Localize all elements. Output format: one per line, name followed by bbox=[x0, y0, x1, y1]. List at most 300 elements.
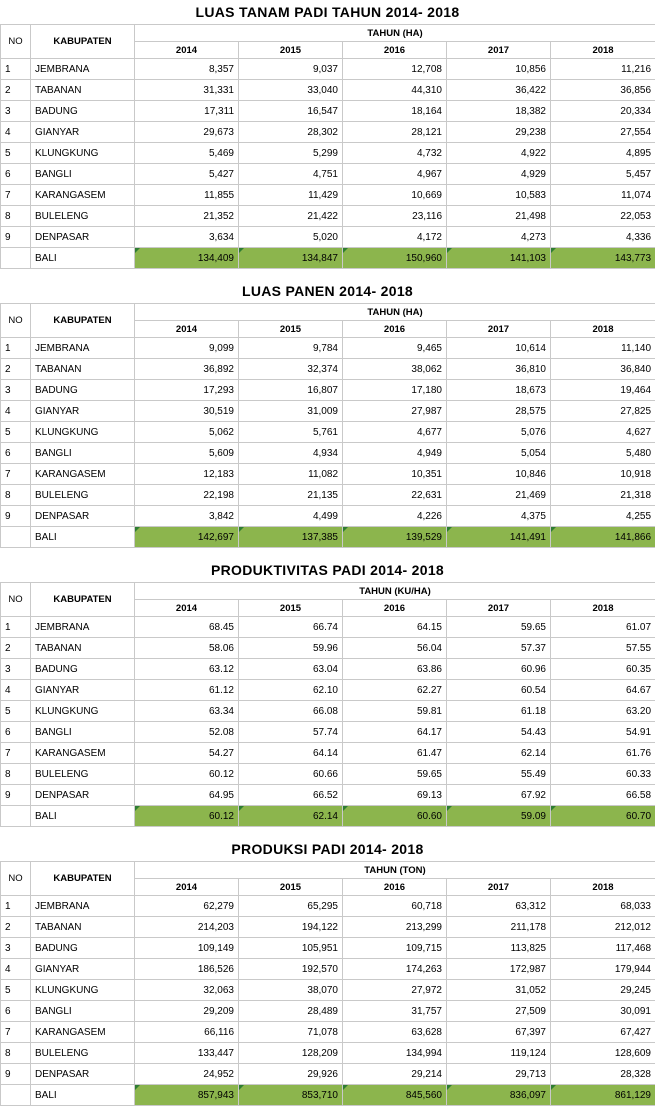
value-cell: 4,273 bbox=[447, 227, 551, 248]
value-cell: 11,216 bbox=[551, 59, 655, 80]
total-value-cell: 861,129 bbox=[551, 1085, 655, 1106]
table-row bbox=[1, 464, 655, 485]
value-cell: 36,840 bbox=[551, 359, 655, 380]
value-cell: 64.95 bbox=[135, 785, 239, 806]
table-row bbox=[1, 1064, 655, 1085]
value-cell: 38,070 bbox=[239, 980, 343, 1001]
column-header-year: 2014 bbox=[135, 321, 239, 338]
kabupaten-name: BANGLI bbox=[31, 164, 135, 185]
value-cell: 18,164 bbox=[343, 101, 447, 122]
value-cell: 38,062 bbox=[343, 359, 447, 380]
spacer-cell bbox=[1, 1106, 655, 1116]
table-row bbox=[1, 743, 655, 764]
value-cell: 64.67 bbox=[551, 680, 655, 701]
row-number: 8 bbox=[1, 485, 31, 506]
value-cell: 3,842 bbox=[135, 506, 239, 527]
value-cell: 59.81 bbox=[343, 701, 447, 722]
column-header-year: 2017 bbox=[447, 321, 551, 338]
kabupaten-name: DENPASAR bbox=[31, 1064, 135, 1085]
table-section bbox=[0, 279, 655, 558]
row-number: 9 bbox=[1, 785, 31, 806]
value-cell: 17,293 bbox=[135, 380, 239, 401]
value-cell: 60.66 bbox=[239, 764, 343, 785]
total-row bbox=[1, 1085, 655, 1106]
value-cell: 31,009 bbox=[239, 401, 343, 422]
value-cell: 128,609 bbox=[551, 1043, 655, 1064]
total-value-cell: 141,491 bbox=[447, 527, 551, 548]
value-cell: 62,279 bbox=[135, 896, 239, 917]
kabupaten-name: BULELENG bbox=[31, 1043, 135, 1064]
value-cell: 5,469 bbox=[135, 143, 239, 164]
total-value-cell: 59.09 bbox=[447, 806, 551, 827]
value-cell: 17,180 bbox=[343, 380, 447, 401]
kabupaten-name: BADUNG bbox=[31, 938, 135, 959]
value-cell: 4,499 bbox=[239, 506, 343, 527]
row-number: 3 bbox=[1, 938, 31, 959]
table-row bbox=[1, 1001, 655, 1022]
value-cell: 22,198 bbox=[135, 485, 239, 506]
value-cell: 179,944 bbox=[551, 959, 655, 980]
kabupaten-name: KLUNGKUNG bbox=[31, 422, 135, 443]
section-title: LUAS PANEN 2014- 2018 bbox=[0, 279, 655, 303]
value-cell: 62.27 bbox=[343, 680, 447, 701]
kabupaten-name: GIANYAR bbox=[31, 401, 135, 422]
value-cell: 29,673 bbox=[135, 122, 239, 143]
value-cell: 4,732 bbox=[343, 143, 447, 164]
value-cell: 60.12 bbox=[135, 764, 239, 785]
total-row bbox=[1, 248, 655, 269]
value-cell: 4,375 bbox=[447, 506, 551, 527]
value-cell: 22,053 bbox=[551, 206, 655, 227]
value-cell: 109,149 bbox=[135, 938, 239, 959]
column-header-year: 2018 bbox=[551, 879, 655, 896]
value-cell: 63,628 bbox=[343, 1022, 447, 1043]
value-cell: 12,708 bbox=[343, 59, 447, 80]
table-row bbox=[1, 59, 655, 80]
table-row bbox=[1, 638, 655, 659]
column-group-header: TAHUN (TON) bbox=[135, 862, 655, 879]
value-cell: 60.54 bbox=[447, 680, 551, 701]
row-number: 8 bbox=[1, 764, 31, 785]
column-header-year: 2015 bbox=[239, 42, 343, 59]
kabupaten-name: BULELENG bbox=[31, 485, 135, 506]
spacer-cell bbox=[1, 269, 655, 280]
column-header-year: 2014 bbox=[135, 879, 239, 896]
row-number: 7 bbox=[1, 1022, 31, 1043]
value-cell: 18,382 bbox=[447, 101, 551, 122]
value-cell: 29,245 bbox=[551, 980, 655, 1001]
value-cell: 5,062 bbox=[135, 422, 239, 443]
value-cell: 4,255 bbox=[551, 506, 655, 527]
value-cell: 67,397 bbox=[447, 1022, 551, 1043]
total-value-cell: 137,385 bbox=[239, 527, 343, 548]
kabupaten-name: BANGLI bbox=[31, 722, 135, 743]
kabupaten-name: KARANGASEM bbox=[31, 464, 135, 485]
row-number: 1 bbox=[1, 896, 31, 917]
value-cell: 10,856 bbox=[447, 59, 551, 80]
value-cell: 63.34 bbox=[135, 701, 239, 722]
value-cell: 192,570 bbox=[239, 959, 343, 980]
kabupaten-name: BANGLI bbox=[31, 443, 135, 464]
value-cell: 62.14 bbox=[447, 743, 551, 764]
row-number: 1 bbox=[1, 59, 31, 80]
value-cell: 63.12 bbox=[135, 659, 239, 680]
value-cell: 54.27 bbox=[135, 743, 239, 764]
column-header-year: 2015 bbox=[239, 321, 343, 338]
value-cell: 28,121 bbox=[343, 122, 447, 143]
value-cell: 65,295 bbox=[239, 896, 343, 917]
value-cell: 10,351 bbox=[343, 464, 447, 485]
column-header-kabupaten: KABUPATEN bbox=[31, 862, 135, 896]
kabupaten-name: TABANAN bbox=[31, 80, 135, 101]
table-row bbox=[1, 380, 655, 401]
value-cell: 4,172 bbox=[343, 227, 447, 248]
value-cell: 60.35 bbox=[551, 659, 655, 680]
value-cell: 57.55 bbox=[551, 638, 655, 659]
value-cell: 59.96 bbox=[239, 638, 343, 659]
total-label: BALI bbox=[31, 1085, 135, 1106]
kabupaten-name: BADUNG bbox=[31, 101, 135, 122]
total-value-cell: 134,847 bbox=[239, 248, 343, 269]
table-row bbox=[1, 917, 655, 938]
row-number: 2 bbox=[1, 80, 31, 101]
value-cell: 21,469 bbox=[447, 485, 551, 506]
value-cell: 12,183 bbox=[135, 464, 239, 485]
table-row bbox=[1, 185, 655, 206]
table-row bbox=[1, 143, 655, 164]
value-cell: 19,464 bbox=[551, 380, 655, 401]
value-cell: 9,784 bbox=[239, 338, 343, 359]
table-row bbox=[1, 443, 655, 464]
value-cell: 212,012 bbox=[551, 917, 655, 938]
value-cell: 9,099 bbox=[135, 338, 239, 359]
value-cell: 21,422 bbox=[239, 206, 343, 227]
kabupaten-name: BULELENG bbox=[31, 206, 135, 227]
kabupaten-name: DENPASAR bbox=[31, 506, 135, 527]
total-value-cell: 141,103 bbox=[447, 248, 551, 269]
table-row bbox=[1, 896, 655, 917]
total-value-cell: 62.14 bbox=[239, 806, 343, 827]
kabupaten-name: BADUNG bbox=[31, 659, 135, 680]
table-row bbox=[1, 659, 655, 680]
value-cell: 29,214 bbox=[343, 1064, 447, 1085]
value-cell: 172,987 bbox=[447, 959, 551, 980]
value-cell: 55.49 bbox=[447, 764, 551, 785]
value-cell: 113,825 bbox=[447, 938, 551, 959]
value-cell: 18,673 bbox=[447, 380, 551, 401]
value-cell: 21,135 bbox=[239, 485, 343, 506]
value-cell: 32,063 bbox=[135, 980, 239, 1001]
value-cell: 117,468 bbox=[551, 938, 655, 959]
total-row-number bbox=[1, 248, 31, 269]
total-value-cell: 141,866 bbox=[551, 527, 655, 548]
row-number: 4 bbox=[1, 401, 31, 422]
total-value-cell: 845,560 bbox=[343, 1085, 447, 1106]
data-table bbox=[0, 303, 655, 558]
value-cell: 5,020 bbox=[239, 227, 343, 248]
value-cell: 44,310 bbox=[343, 80, 447, 101]
kabupaten-name: JEMBRANA bbox=[31, 896, 135, 917]
spacer-cell bbox=[1, 827, 655, 838]
value-cell: 27,825 bbox=[551, 401, 655, 422]
kabupaten-name: KARANGASEM bbox=[31, 1022, 135, 1043]
value-cell: 66.58 bbox=[551, 785, 655, 806]
row-number: 5 bbox=[1, 701, 31, 722]
table-row bbox=[1, 227, 655, 248]
table-row bbox=[1, 701, 655, 722]
value-cell: 22,631 bbox=[343, 485, 447, 506]
value-cell: 66.74 bbox=[239, 617, 343, 638]
spacer-row bbox=[1, 827, 655, 838]
value-cell: 31,757 bbox=[343, 1001, 447, 1022]
kabupaten-name: GIANYAR bbox=[31, 680, 135, 701]
value-cell: 62.10 bbox=[239, 680, 343, 701]
value-cell: 17,311 bbox=[135, 101, 239, 122]
total-value-cell: 142,697 bbox=[135, 527, 239, 548]
row-number: 9 bbox=[1, 1064, 31, 1085]
value-cell: 28,489 bbox=[239, 1001, 343, 1022]
value-cell: 186,526 bbox=[135, 959, 239, 980]
value-cell: 4,677 bbox=[343, 422, 447, 443]
row-number: 7 bbox=[1, 464, 31, 485]
value-cell: 5,761 bbox=[239, 422, 343, 443]
column-header-no: NO bbox=[1, 862, 31, 896]
value-cell: 4,934 bbox=[239, 443, 343, 464]
value-cell: 194,122 bbox=[239, 917, 343, 938]
column-header-no: NO bbox=[1, 25, 31, 59]
data-table bbox=[0, 582, 655, 837]
spacer-row bbox=[1, 1106, 655, 1116]
column-group-header: TAHUN (HA) bbox=[135, 304, 655, 321]
column-header-year: 2018 bbox=[551, 321, 655, 338]
value-cell: 66.08 bbox=[239, 701, 343, 722]
column-header-year: 2018 bbox=[551, 600, 655, 617]
kabupaten-name: GIANYAR bbox=[31, 959, 135, 980]
kabupaten-name: KLUNGKUNG bbox=[31, 980, 135, 1001]
row-number: 7 bbox=[1, 185, 31, 206]
value-cell: 16,547 bbox=[239, 101, 343, 122]
value-cell: 54.43 bbox=[447, 722, 551, 743]
value-cell: 36,892 bbox=[135, 359, 239, 380]
row-number: 8 bbox=[1, 1043, 31, 1064]
row-number: 5 bbox=[1, 422, 31, 443]
kabupaten-name: KLUNGKUNG bbox=[31, 701, 135, 722]
row-number: 5 bbox=[1, 143, 31, 164]
row-number: 6 bbox=[1, 443, 31, 464]
column-header-year: 2015 bbox=[239, 879, 343, 896]
table-row bbox=[1, 764, 655, 785]
value-cell: 29,926 bbox=[239, 1064, 343, 1085]
total-value-cell: 857,943 bbox=[135, 1085, 239, 1106]
row-number: 1 bbox=[1, 617, 31, 638]
value-cell: 9,465 bbox=[343, 338, 447, 359]
value-cell: 57.74 bbox=[239, 722, 343, 743]
column-header-year: 2014 bbox=[135, 42, 239, 59]
value-cell: 4,967 bbox=[343, 164, 447, 185]
row-number: 2 bbox=[1, 638, 31, 659]
value-cell: 61.76 bbox=[551, 743, 655, 764]
value-cell: 4,751 bbox=[239, 164, 343, 185]
value-cell: 66,116 bbox=[135, 1022, 239, 1043]
value-cell: 28,575 bbox=[447, 401, 551, 422]
value-cell: 29,713 bbox=[447, 1064, 551, 1085]
value-cell: 64.15 bbox=[343, 617, 447, 638]
total-value-cell: 836,097 bbox=[447, 1085, 551, 1106]
row-number: 2 bbox=[1, 359, 31, 380]
value-cell: 31,052 bbox=[447, 980, 551, 1001]
value-cell: 61.18 bbox=[447, 701, 551, 722]
column-header-year: 2017 bbox=[447, 879, 551, 896]
value-cell: 11,140 bbox=[551, 338, 655, 359]
value-cell: 10,918 bbox=[551, 464, 655, 485]
value-cell: 59.65 bbox=[343, 764, 447, 785]
total-label: BALI bbox=[31, 248, 135, 269]
table-row bbox=[1, 101, 655, 122]
table-row bbox=[1, 1043, 655, 1064]
value-cell: 31,331 bbox=[135, 80, 239, 101]
spacer-row bbox=[1, 269, 655, 280]
kabupaten-name: JEMBRANA bbox=[31, 338, 135, 359]
table-row bbox=[1, 401, 655, 422]
value-cell: 54.91 bbox=[551, 722, 655, 743]
value-cell: 27,987 bbox=[343, 401, 447, 422]
value-cell: 36,856 bbox=[551, 80, 655, 101]
kabupaten-name: BADUNG bbox=[31, 380, 135, 401]
table-row bbox=[1, 959, 655, 980]
value-cell: 67,427 bbox=[551, 1022, 655, 1043]
value-cell: 69.13 bbox=[343, 785, 447, 806]
value-cell: 4,895 bbox=[551, 143, 655, 164]
column-header-year: 2014 bbox=[135, 600, 239, 617]
row-number: 7 bbox=[1, 743, 31, 764]
table-row bbox=[1, 422, 655, 443]
row-number: 5 bbox=[1, 980, 31, 1001]
table-row bbox=[1, 80, 655, 101]
value-cell: 63.04 bbox=[239, 659, 343, 680]
value-cell: 60.33 bbox=[551, 764, 655, 785]
value-cell: 64.17 bbox=[343, 722, 447, 743]
value-cell: 60,718 bbox=[343, 896, 447, 917]
kabupaten-name: KARANGASEM bbox=[31, 743, 135, 764]
table-row bbox=[1, 164, 655, 185]
row-number: 6 bbox=[1, 1001, 31, 1022]
value-cell: 66.52 bbox=[239, 785, 343, 806]
spacer-row bbox=[1, 548, 655, 559]
total-value-cell: 853,710 bbox=[239, 1085, 343, 1106]
column-group-header: TAHUN (HA) bbox=[135, 25, 655, 42]
value-cell: 5,299 bbox=[239, 143, 343, 164]
column-header-kabupaten: KABUPATEN bbox=[31, 25, 135, 59]
table-row bbox=[1, 938, 655, 959]
value-cell: 21,352 bbox=[135, 206, 239, 227]
value-cell: 58.06 bbox=[135, 638, 239, 659]
value-cell: 11,429 bbox=[239, 185, 343, 206]
table-section bbox=[0, 837, 655, 1116]
total-label: BALI bbox=[31, 527, 135, 548]
table-row bbox=[1, 1022, 655, 1043]
total-row bbox=[1, 527, 655, 548]
value-cell: 24,952 bbox=[135, 1064, 239, 1085]
table-row bbox=[1, 980, 655, 1001]
total-label: BALI bbox=[31, 806, 135, 827]
kabupaten-name: TABANAN bbox=[31, 359, 135, 380]
column-header-no: NO bbox=[1, 304, 31, 338]
value-cell: 4,336 bbox=[551, 227, 655, 248]
value-cell: 27,972 bbox=[343, 980, 447, 1001]
row-number: 4 bbox=[1, 680, 31, 701]
value-cell: 10,614 bbox=[447, 338, 551, 359]
section-title: PRODUKTIVITAS PADI 2014- 2018 bbox=[0, 558, 655, 582]
value-cell: 11,082 bbox=[239, 464, 343, 485]
value-cell: 60.96 bbox=[447, 659, 551, 680]
table-row bbox=[1, 206, 655, 227]
value-cell: 63,312 bbox=[447, 896, 551, 917]
value-cell: 32,374 bbox=[239, 359, 343, 380]
row-number: 3 bbox=[1, 101, 31, 122]
value-cell: 119,124 bbox=[447, 1043, 551, 1064]
value-cell: 4,627 bbox=[551, 422, 655, 443]
value-cell: 28,302 bbox=[239, 122, 343, 143]
column-header-year: 2017 bbox=[447, 42, 551, 59]
value-cell: 57.37 bbox=[447, 638, 551, 659]
total-value-cell: 134,409 bbox=[135, 248, 239, 269]
header-row bbox=[1, 304, 655, 321]
value-cell: 67.92 bbox=[447, 785, 551, 806]
total-value-cell: 60.12 bbox=[135, 806, 239, 827]
row-number: 1 bbox=[1, 338, 31, 359]
row-number: 8 bbox=[1, 206, 31, 227]
column-header-year: 2017 bbox=[447, 600, 551, 617]
value-cell: 52.08 bbox=[135, 722, 239, 743]
row-number: 6 bbox=[1, 164, 31, 185]
column-header-no: NO bbox=[1, 583, 31, 617]
column-header-year: 2016 bbox=[343, 600, 447, 617]
value-cell: 5,609 bbox=[135, 443, 239, 464]
value-cell: 133,447 bbox=[135, 1043, 239, 1064]
value-cell: 36,810 bbox=[447, 359, 551, 380]
section-title: PRODUKSI PADI 2014- 2018 bbox=[0, 837, 655, 861]
kabupaten-name: DENPASAR bbox=[31, 227, 135, 248]
value-cell: 63.86 bbox=[343, 659, 447, 680]
row-number: 6 bbox=[1, 722, 31, 743]
spacer-cell bbox=[1, 548, 655, 559]
total-value-cell: 139,529 bbox=[343, 527, 447, 548]
table-row bbox=[1, 122, 655, 143]
header-row bbox=[1, 25, 655, 42]
column-header-year: 2018 bbox=[551, 42, 655, 59]
section-title: LUAS TANAM PADI TAHUN 2014- 2018 bbox=[0, 0, 655, 24]
value-cell: 61.47 bbox=[343, 743, 447, 764]
data-table bbox=[0, 861, 655, 1116]
value-cell: 105,951 bbox=[239, 938, 343, 959]
total-value-cell: 150,960 bbox=[343, 248, 447, 269]
kabupaten-name: BULELENG bbox=[31, 764, 135, 785]
table-row bbox=[1, 485, 655, 506]
column-group-header: TAHUN (KU/HA) bbox=[135, 583, 655, 600]
kabupaten-name: JEMBRANA bbox=[31, 617, 135, 638]
value-cell: 28,328 bbox=[551, 1064, 655, 1085]
value-cell: 20,334 bbox=[551, 101, 655, 122]
value-cell: 213,299 bbox=[343, 917, 447, 938]
value-cell: 56.04 bbox=[343, 638, 447, 659]
table-row bbox=[1, 506, 655, 527]
value-cell: 29,209 bbox=[135, 1001, 239, 1022]
value-cell: 4,226 bbox=[343, 506, 447, 527]
table-row bbox=[1, 722, 655, 743]
row-number: 9 bbox=[1, 227, 31, 248]
row-number: 2 bbox=[1, 917, 31, 938]
value-cell: 214,203 bbox=[135, 917, 239, 938]
